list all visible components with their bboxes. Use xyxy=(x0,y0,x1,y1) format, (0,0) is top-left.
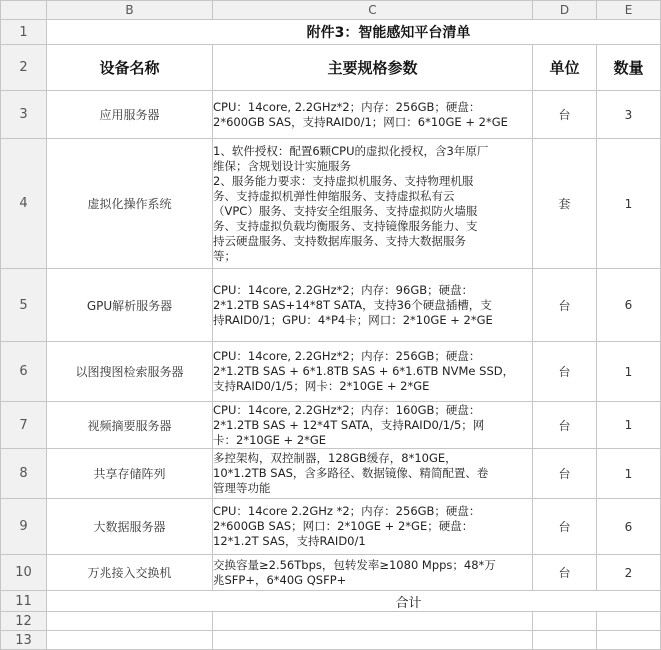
device-name-cell[interactable]: 应用服务器 xyxy=(47,91,213,139)
select-all-corner[interactable] xyxy=(1,1,47,20)
spec-line: 管理等功能 xyxy=(213,481,271,495)
row-header[interactable]: 7 xyxy=(1,402,47,449)
spec-line: 卡：2*10GE + 2*GE xyxy=(213,432,327,447)
table-row xyxy=(1,591,661,612)
row-header[interactable]: 1 xyxy=(1,20,47,45)
header-spec[interactable]: 主要规格参数 xyxy=(213,45,533,91)
spec-line: （VPC）服务、支持安全组服务、支持虚拟防火墙服 xyxy=(213,203,478,218)
empty-cell[interactable] xyxy=(213,631,533,650)
spec-line: 支持RAID0/1/5；网卡：2*10GE + 2*GE xyxy=(213,379,430,393)
spec-line: 务、支持虚拟机弹性伸缩服务、支持虚拟私有云 xyxy=(213,188,455,203)
header-device-name[interactable]: 设备名称 xyxy=(47,45,213,91)
quantity-cell[interactable]: 2 xyxy=(597,555,661,591)
spec-cell[interactable] xyxy=(213,555,533,591)
unit-cell[interactable]: 台 xyxy=(533,499,597,555)
unit-cell[interactable]: 台 xyxy=(533,402,597,449)
row-header[interactable]: 3 xyxy=(1,91,47,139)
row-header[interactable]: 11 xyxy=(1,591,47,612)
table-row xyxy=(1,91,661,139)
empty-cell[interactable] xyxy=(597,612,661,631)
empty-cell[interactable] xyxy=(213,612,533,631)
quantity-cell[interactable]: 3 xyxy=(597,91,661,139)
unit-cell[interactable]: 台 xyxy=(533,269,597,342)
unit-cell[interactable]: 台 xyxy=(533,342,597,402)
unit-cell[interactable]: 套 xyxy=(533,139,597,269)
spec-line: 2*1.2TB SAS + 12*4T SATA，支持RAID0/1/5；网 xyxy=(213,417,485,432)
table-row xyxy=(1,402,661,449)
spec-line: 持RAID0/1；GPU：4*P4卡；网口：2*10GE + 2*GE xyxy=(213,312,493,327)
device-name-cell[interactable]: 视频摘要服务器 xyxy=(47,402,213,449)
row-header[interactable]: 10 xyxy=(1,555,47,591)
table-row xyxy=(1,269,661,342)
column-header-c[interactable]: C xyxy=(213,1,533,20)
table-row xyxy=(1,555,661,591)
quantity-cell[interactable]: 1 xyxy=(597,139,661,269)
quantity-cell[interactable]: 6 xyxy=(597,269,661,342)
row-header[interactable]: 6 xyxy=(1,342,47,402)
spec-line: CPU：14core 2.2GHz *2；内存：256GB；硬盘： xyxy=(213,504,481,518)
total-cell[interactable] xyxy=(47,591,661,612)
table-row xyxy=(1,499,661,555)
table-row xyxy=(1,139,661,269)
row-header[interactable]: 13 xyxy=(1,631,47,650)
spec-line: 2*600GB SAS，支持RAID0/1；网口：6*10GE + 2*GE xyxy=(213,114,508,129)
spec-cell[interactable] xyxy=(213,91,533,139)
row-header[interactable]: 4 xyxy=(1,139,47,269)
spec-line: CPU：14core, 2.2GHz*2；内存：256GB；硬盘： xyxy=(213,99,481,114)
device-name-cell[interactable]: 以图搜图检索服务器 xyxy=(47,342,213,402)
column-header-d[interactable]: D xyxy=(533,1,597,20)
spec-cell[interactable] xyxy=(213,499,533,555)
spec-line: 维保；含规划设计实施服务 xyxy=(213,158,351,173)
sheet-title[interactable] xyxy=(47,20,661,45)
spec-cell[interactable] xyxy=(213,402,533,449)
device-name-cell[interactable]: GPU解析服务器 xyxy=(47,269,213,342)
spec-cell[interactable] xyxy=(213,269,533,342)
spec-cell[interactable] xyxy=(213,342,533,402)
table-row xyxy=(1,631,661,650)
device-name-cell[interactable]: 虚拟化操作系统 xyxy=(47,139,213,269)
row-header[interactable]: 2 xyxy=(1,45,47,91)
total-label: 合计 xyxy=(395,595,422,611)
table-row xyxy=(1,45,661,91)
spec-line: 10*1.2TB SAS，含多路径、数据镜像、精简配置、卷 xyxy=(213,466,489,480)
spec-line: 多控架构，双控制器，128GB缓存，8*10GE， xyxy=(213,451,457,465)
empty-cell[interactable] xyxy=(47,612,213,631)
table-row xyxy=(1,20,661,45)
spec-line: 2、服务能力要求：支持虚拟机服务、支持物理机服 xyxy=(213,173,474,188)
table-row xyxy=(1,342,661,402)
empty-cell[interactable] xyxy=(533,612,597,631)
spec-line: 12*1.2T SAS，支持RAID0/1 xyxy=(213,534,366,548)
unit-cell[interactable]: 台 xyxy=(533,91,597,139)
empty-cell[interactable] xyxy=(597,631,661,650)
spec-cell[interactable] xyxy=(213,139,533,269)
spec-line: CPU：14core, 2.2GHz*2；内存：256GB；硬盘： xyxy=(213,349,481,363)
unit-cell[interactable]: 台 xyxy=(533,449,597,499)
row-header[interactable]: 8 xyxy=(1,449,47,499)
quantity-cell[interactable]: 1 xyxy=(597,342,661,402)
spec-line: CPU：14core, 2.2GHz*2；内存：96GB；硬盘： xyxy=(213,282,474,297)
spec-line: 持云硬盘服务、支持数据库服务、支持大数据服务 xyxy=(213,233,466,248)
sheet-title-text: 附件3：智能感知平台清单 xyxy=(306,25,471,41)
device-name-cell[interactable]: 万兆接入交换机 xyxy=(47,555,213,591)
row-header[interactable]: 5 xyxy=(1,269,47,342)
quantity-cell[interactable]: 1 xyxy=(597,449,661,499)
header-quantity[interactable]: 数量 xyxy=(597,45,661,91)
table-row xyxy=(1,449,661,499)
table-row xyxy=(1,612,661,631)
spec-line: 1、软件授权：配置6颗CPU的虚拟化授权，含3年原厂 xyxy=(213,143,489,158)
row-header[interactable]: 12 xyxy=(1,612,47,631)
empty-cell[interactable] xyxy=(533,631,597,650)
header-unit[interactable]: 单位 xyxy=(533,45,597,91)
spec-line: 兆SFP+，6*40G QSFP+ xyxy=(213,572,347,587)
spec-line: 等； xyxy=(213,248,236,263)
spec-line: 2*600GB SAS；网口：2*10GE + 2*GE；硬盘： xyxy=(213,519,474,533)
spec-cell[interactable] xyxy=(213,449,533,499)
column-header-e[interactable]: E xyxy=(597,1,661,20)
row-header[interactable]: 9 xyxy=(1,499,47,555)
quantity-cell[interactable]: 6 xyxy=(597,499,661,555)
empty-cell[interactable] xyxy=(47,631,213,650)
spec-line: 2*1.2TB SAS + 6*1.8TB SAS + 6*1.6TB NVMe SSD， xyxy=(213,364,515,378)
spec-line: 交换容量≥2.56Tbps，包转发率≥1080 Mpps；48*万 xyxy=(213,557,496,572)
device-name-cell[interactable]: 大数据服务器 xyxy=(47,499,213,555)
quantity-cell[interactable]: 1 xyxy=(597,402,661,449)
spec-line: CPU：14core, 2.2GHz*2；内存：160GB；硬盘： xyxy=(213,402,481,417)
unit-cell[interactable]: 台 xyxy=(533,555,597,591)
spec-line: 务、支持虚拟负载均衡服务、支持镜像服务能力、支 xyxy=(213,218,478,233)
device-name-cell[interactable]: 共享存储阵列 xyxy=(47,449,213,499)
column-header-b[interactable]: B xyxy=(47,1,213,20)
spec-line: 2*1.2TB SAS+14*8T SATA，支持36个硬盘插槽，支 xyxy=(213,297,492,312)
